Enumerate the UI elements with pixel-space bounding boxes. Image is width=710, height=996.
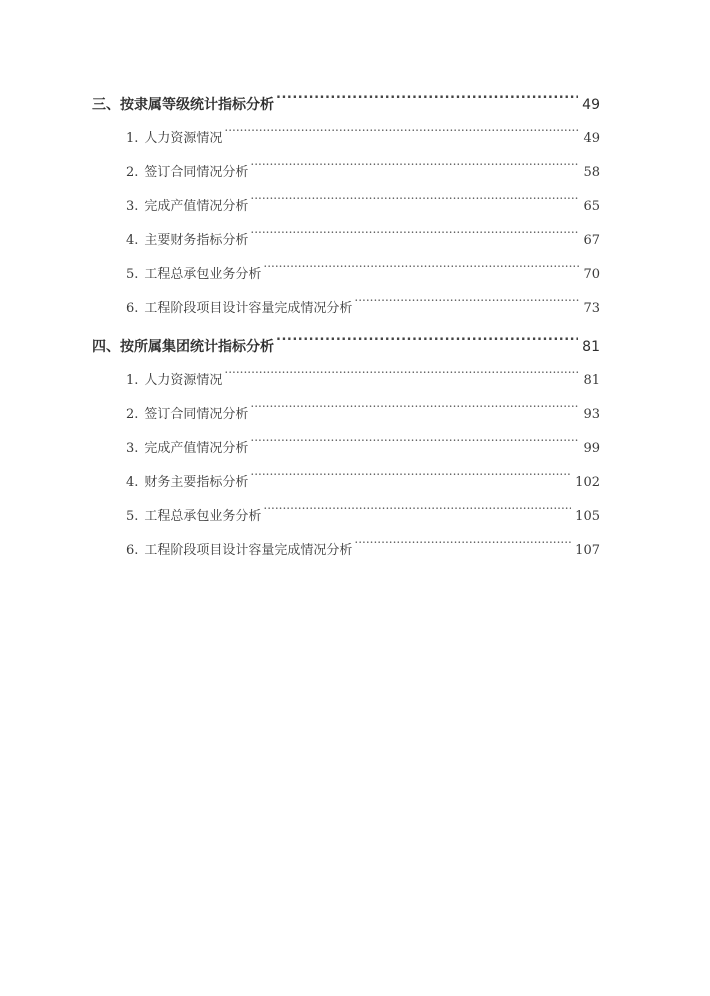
toc-page-number: 70 [583,267,600,282]
toc-item-number: 4. [126,233,139,248]
toc-item-row[interactable] [92,156,600,190]
toc-item-row[interactable] [92,432,600,466]
dot-leader [354,299,579,312]
toc-section [92,88,600,326]
toc-heading-row[interactable] [92,88,600,122]
toc-item-title: 签订合同情况分析 [144,165,249,180]
toc-page-number: 93 [583,407,600,422]
toc-item-row[interactable] [92,364,600,398]
toc-page-number: 105 [575,509,600,524]
dot-leader [250,197,579,210]
toc-section [92,330,600,568]
toc-item-number: 1. [126,131,139,146]
toc-item-number: 1. [126,373,139,388]
toc-heading-title: 三、按隶属等级统计指标分析 [92,97,274,113]
toc-item-number: 2. [126,165,139,180]
toc-item-title: 工程总承包业务分析 [144,509,262,524]
toc-item-row[interactable] [92,398,600,432]
toc-page-number: 49 [582,97,600,113]
dot-leader [263,507,571,520]
toc-item-title: 人力资源情况 [144,373,223,388]
toc-item-title: 完成产值情况分析 [144,199,249,214]
toc-item-number: 2. [126,407,139,422]
toc-item-title: 完成产值情况分析 [144,441,249,456]
dot-leader [250,473,571,486]
dot-leader [250,231,579,244]
toc-page-number: 58 [583,165,600,180]
dot-leader [250,439,579,452]
toc-heading-title: 四、按所属集团统计指标分析 [92,339,274,355]
toc-item-row[interactable] [92,258,600,292]
dot-leader [250,405,579,418]
toc-page-number: 99 [583,441,600,456]
toc-page-number: 107 [575,543,600,558]
toc-page-number: 102 [575,475,600,490]
toc-page-number: 81 [582,339,600,355]
toc-item-row[interactable] [92,122,600,156]
toc-item-title: 工程总承包业务分析 [144,267,262,282]
toc-item-title: 财务主要指标分析 [144,475,249,490]
dot-leader [276,337,578,351]
dot-leader [224,371,579,384]
toc-item-row[interactable] [92,534,600,568]
toc-item-row[interactable] [92,500,600,534]
toc-page-number: 65 [583,199,600,214]
toc-item-row[interactable] [92,190,600,224]
toc-item-row[interactable] [92,292,600,326]
dot-leader [354,541,571,554]
toc-item-title: 工程阶段项目设计容量完成情况分析 [144,543,353,558]
toc-item-number: 5. [126,509,139,524]
toc-item-title: 工程阶段项目设计容量完成情况分析 [144,301,353,316]
table-of-contents [92,88,600,572]
toc-page-number: 67 [583,233,600,248]
toc-item-title: 签订合同情况分析 [144,407,249,422]
toc-item-number: 6. [126,543,139,558]
toc-page-number: 49 [583,131,600,146]
dot-leader [263,265,579,278]
toc-heading-row[interactable] [92,330,600,364]
toc-item-number: 4. [126,475,139,490]
toc-item-row[interactable] [92,224,600,258]
toc-item-number: 6. [126,301,139,316]
toc-item-title: 主要财务指标分析 [144,233,249,248]
toc-item-number: 5. [126,267,139,282]
dot-leader [276,95,578,109]
dot-leader [250,163,579,176]
toc-item-title: 人力资源情况 [144,131,223,146]
toc-item-number: 3. [126,199,139,214]
toc-page-number: 81 [583,373,600,388]
dot-leader [224,129,579,142]
toc-item-number: 3. [126,441,139,456]
toc-item-row[interactable] [92,466,600,500]
toc-page-number: 73 [583,301,600,316]
